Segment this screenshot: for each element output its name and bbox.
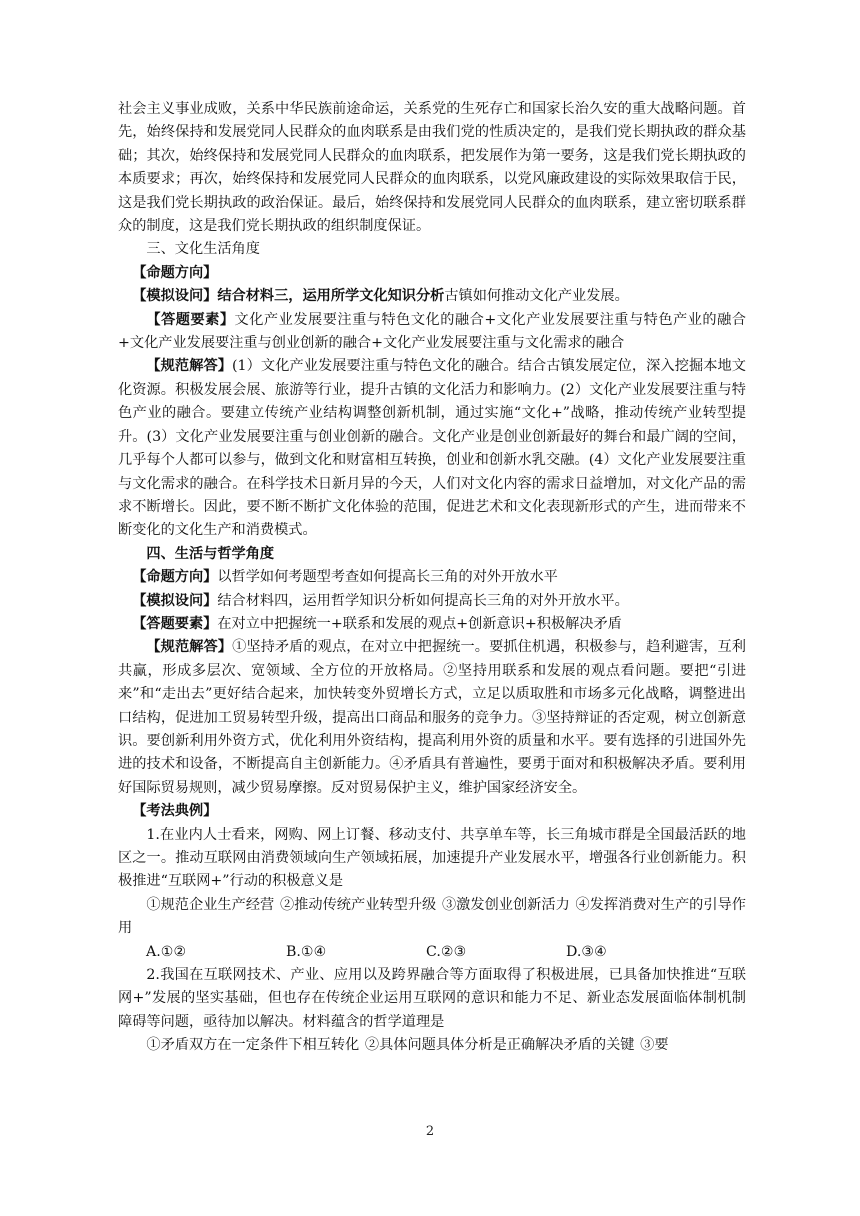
q2-item: ②具体问题具体分析是正确解决矛盾的关键: [364, 1037, 635, 1054]
s4-jieda-text: ①坚持矛盾的观点，在对立中把握统一。要抓住机遇，积极参与，趋利避害，互利共赢，形成多层次、宽领域、全方位的开放格局。②坚持用联系和发展的观点看问题。要把“引进来”和“走出去”更好结合起来，加快转变外贸增长方式，立足以质取胜和市场多元化战略，调整进出口结构，促进加工贸易转型升级，提高出口商品和服务的竞争力。③坚持辩证的否定观，树立创新意识。要创新利用外资方式，优化利用外资结构，提高利用外资的质量和水平。要有选择的引进国外先进的技术和设备，不断提高自主创新能力。④矛盾具有普遍性，要勇于面对和积极解决矛盾。要利用好国际贸易规则，减少贸易摩擦。反对贸易保护主义，维护国家经济安全。: [118, 639, 746, 796]
s4-yaosu-text: 在对立中把握统一+联系和发展的观点+创新意识+积极解决矛盾: [217, 615, 622, 632]
s4-mingti-label: 【命题方向】: [132, 569, 218, 586]
s3-moni-text: 古镇如何推动文化产业发展。: [444, 288, 629, 305]
s4-moni-text: 结合材料四，运用哲学知识分析如何提高长三角的对外开放水平。: [217, 592, 629, 609]
s3-yaosu-text: 文化产业发展要注重与特色文化的融合+文化产业发展要注重与特色产业的融合+文化产业发展要注重与创业创新的融合+文化产业发展要注重与文化需求的融合: [118, 311, 746, 352]
q2-item: ①矛盾双方在一定条件下相互转化: [146, 1037, 360, 1054]
option-b: B.①④: [286, 943, 327, 960]
s3-mingti-label: 【命题方向】: [132, 264, 218, 281]
s3-yaosu-paragraph: [118, 309, 746, 356]
s4-mingti-paragraph: [118, 566, 746, 589]
question-1: 1.在业内人士看来，网购、网上订餐、移动支付、共享单车等，长三角城市群是全国最活跃的地区之一。推动互联网由消费领域向生产领域拓展，加速提升产业发展水平，增强各行业创新能力。积极推进“互联网+”行动的积极意义是: [118, 826, 746, 890]
q1-item: ①规范企业生产经营: [146, 896, 275, 913]
s3-jieda-text: (1）文化产业发展要注重与特色文化的融合。结合古镇发展定位，深入挖掘本地文化资源。积极发展会展、旅游等行业，提升古镇的文化活力和影响力。(2）文化产业发展要注重与特色产业的融合。要建立传统产业结构调整创新机制，通过实施“文化+”战略，推动传统产业转型提升。(3）文化产业发展要注重与创业创新的融合。文化产业是创业创新最好的舞台和最广阔的空间，几乎每个人都可以参与，做到文化和财富相互转换，创业和创新水乳交融。(4）文化产业发展要注重与文化需求的融合。在科学技术日新月异的今天，人们对文化内容的需求日益增加，对文化产品的需求不断增长。因此，要不断不断扩文化体验的范围，促进艺术和文化表现新形式的产生，进而带来不断变化的文化生产和消费模式。: [118, 358, 746, 539]
q1-item: ④发挥消费对生产的引导作用: [118, 896, 746, 937]
question-2: 2.我国在互联网技术、产业、应用以及跨界融合等方面取得了积极进展，已具备加快推进“互联网+”发展的坚实基础，但也存在传统企业运用互联网的意识和能力不足、新业态发展面临体制机制障碍等问题，亟待加以解决。材料蕴含的哲学道理是: [118, 967, 746, 1030]
s4-jieda-label: 【规范解答】: [146, 639, 233, 656]
page-number: 2: [425, 1124, 435, 1139]
s4-jieda-paragraph: [118, 636, 746, 800]
s3-jieda-label: 【规范解答】: [146, 358, 233, 375]
s3-moni-bold: 结合材料三，运用所学文化知识分析: [217, 288, 445, 305]
kaofa-label: 【考法典例】: [132, 803, 218, 820]
s3-yaosu-label: 【答题要素】: [146, 311, 235, 328]
question-2-items: [118, 1034, 746, 1057]
s3-moni-label: 【模拟设问】: [132, 288, 218, 305]
question-1-items: [118, 894, 746, 941]
question-1-options: [118, 941, 746, 964]
section-4-heading: 四、生活与哲学角度: [146, 545, 275, 562]
section-3-heading: 三、文化生活角度: [146, 241, 260, 258]
q1-item: ②推动传统产业转型升级: [279, 896, 437, 913]
s4-mingti-text: 以哲学如何考题型考查如何提高长三角的对外开放水平: [217, 569, 558, 586]
s3-moni-paragraph: [118, 285, 746, 308]
s3-jieda-paragraph: [118, 355, 746, 542]
s4-yaosu-paragraph: [118, 613, 746, 636]
s4-yaosu-label: 【答题要素】: [132, 615, 218, 632]
intro-paragraph: 社会主义事业成败，关系中华民族前途命运，关系党的生死存亡和国家长治久安的重大战略问题。首先，始终保持和发展党同人民群众的血肉联系是由我们党的性质决定的，是我们党长期执政的群众基础；其次，始终保持和发展党同人民群众的血肉联系，把发展作为第一要务，这是我们党长期执政的本质要求；再次，始终保持和发展党同人民群众的血肉联系，以党风廉政建设的实际效果取信于民，这是我们党长期执政的政治保证。最后，始终保持和发展党同人民群众的血肉联系，建立密切联系群众的制度，这是我们党长期执政的组织制度保证。: [118, 101, 746, 235]
s4-moni-label: 【模拟设问】: [132, 592, 218, 609]
q2-item: ③要: [640, 1037, 669, 1054]
s4-moni-paragraph: [118, 590, 746, 613]
q1-item: ③激发创业创新活力: [441, 896, 570, 913]
option-c: C.②③: [426, 943, 467, 960]
option-a: A.①②: [146, 943, 187, 960]
document-page: [118, 98, 746, 1058]
option-d: D.③④: [566, 943, 607, 960]
